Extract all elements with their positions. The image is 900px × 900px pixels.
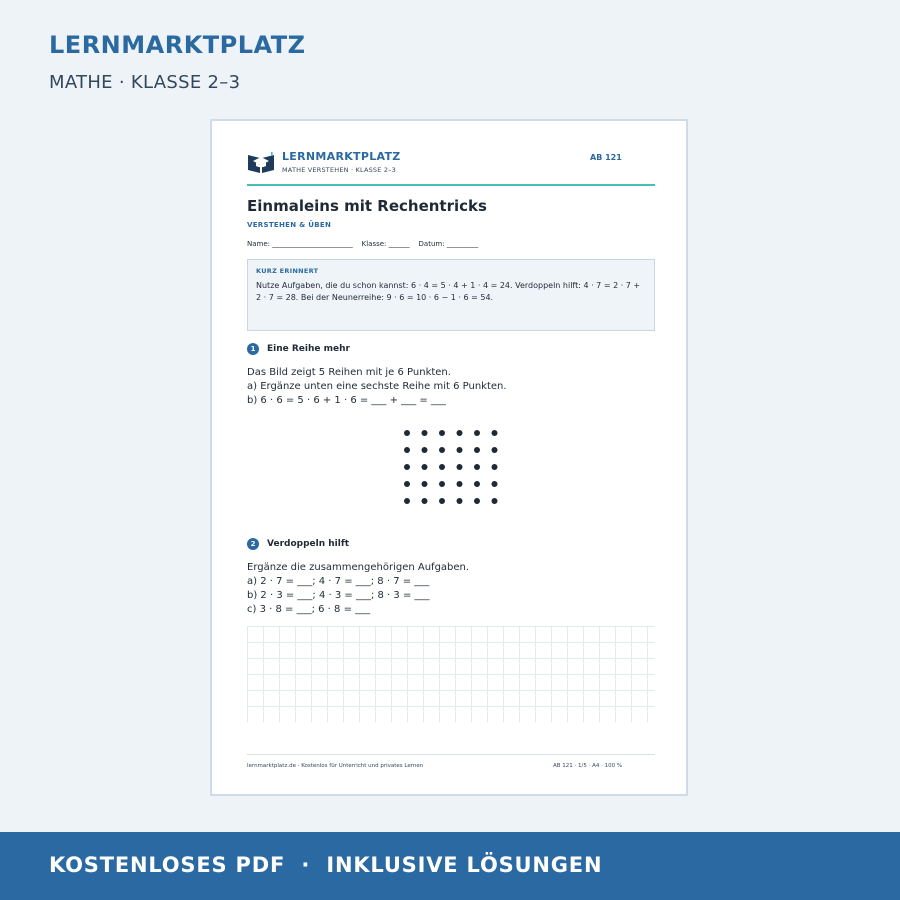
header-divider bbox=[247, 184, 655, 186]
dot bbox=[404, 498, 410, 504]
worksheet-brand: LERNMARKTPLATZ bbox=[282, 150, 401, 163]
dot bbox=[474, 481, 480, 487]
dot bbox=[457, 481, 463, 487]
dot bbox=[439, 481, 445, 487]
dot bbox=[492, 481, 498, 487]
dot bbox=[439, 447, 445, 453]
dot bbox=[492, 498, 498, 504]
task-2-title: Verdoppeln hilft bbox=[267, 539, 350, 549]
store-brand-title: LERNMARKTPLATZ bbox=[49, 31, 306, 59]
answer-grid bbox=[247, 626, 655, 722]
task-2-body bbox=[247, 561, 469, 617]
dot bbox=[404, 481, 410, 487]
worksheet-title: Einmaleins mit Rechentricks bbox=[247, 197, 487, 215]
dot bbox=[439, 498, 445, 504]
dot bbox=[422, 464, 428, 470]
task-1-line: b) 6 · 6 = 5 · 6 + 1 · 6 = ___ + ___ = ___ bbox=[247, 395, 446, 406]
task-2-line: b) 2 · 3 = ___; 4 · 3 = ___; 8 · 3 = ___ bbox=[247, 590, 430, 601]
bottom-banner bbox=[0, 832, 900, 900]
task-2-line: Ergänze die zusammengehörigen Aufgaben. bbox=[247, 562, 470, 573]
name-class-date-line: Name: _______________________ Klasse: ______ Datum: _________ bbox=[247, 240, 479, 248]
dot bbox=[422, 481, 428, 487]
dot bbox=[404, 430, 410, 436]
footer-divider bbox=[247, 754, 655, 755]
dot bbox=[457, 498, 463, 504]
task-2-number-badge: 2 bbox=[247, 538, 259, 550]
dot bbox=[457, 447, 463, 453]
dot bbox=[422, 498, 428, 504]
footer-website: lernmarktplatz.de · Kostenlos für Unterricht und privates Lernen bbox=[247, 763, 424, 769]
task-2-header bbox=[247, 538, 349, 550]
dot bbox=[457, 430, 463, 436]
worksheet-preview[interactable] bbox=[210, 119, 688, 796]
store-brand-subtitle: MATHE · KLASSE 2–3 bbox=[49, 72, 241, 93]
reminder-text: Nutze Aufgaben, die du schon kannst: 6 · 4 = 5 · 4 + 1 · 4 = 24. Verdoppeln hilft: 4 · 7 = 2 · 7 + 2 · 7 = 28. Bei der Neunerreihe: 9 · 6 = 10 · 6 − 1 · 6 = 54. bbox=[256, 281, 641, 302]
dot bbox=[492, 464, 498, 470]
task-1-title: Eine Reihe mehr bbox=[267, 344, 350, 354]
dot bbox=[422, 447, 428, 453]
graduation-book-icon bbox=[247, 152, 275, 174]
task-2-line: c) 3 · 8 = ___; 6 · 8 = ___ bbox=[247, 604, 371, 615]
task-2-line: a) 2 · 7 = ___; 4 · 7 = ___; 8 · 7 = ___ bbox=[247, 576, 430, 587]
footer-page-info: AB 121 · 1/5 · A4 · 100 % bbox=[553, 763, 623, 769]
dot bbox=[474, 447, 480, 453]
worksheet-tagline: VERSTEHEN & ÜBEN bbox=[247, 221, 332, 229]
dot bbox=[439, 464, 445, 470]
dot bbox=[457, 464, 463, 470]
dot bbox=[474, 498, 480, 504]
worksheet-code: AB 121 bbox=[590, 153, 622, 162]
dot-array bbox=[402, 427, 502, 507]
dot bbox=[404, 447, 410, 453]
dot bbox=[492, 430, 498, 436]
task-1-number-badge: 1 bbox=[247, 343, 259, 355]
dot bbox=[422, 430, 428, 436]
worksheet-brand-subtitle: MATHE VERSTEHEN · KLASSE 2–3 bbox=[282, 166, 396, 174]
banner-text: KOSTENLOSES PDF · INKLUSIVE LÖSUNGEN bbox=[49, 853, 603, 877]
dot bbox=[439, 430, 445, 436]
dot bbox=[492, 447, 498, 453]
reminder-box bbox=[247, 259, 655, 331]
task-1-line: Das Bild zeigt 5 Reihen mit je 6 Punkten. bbox=[247, 367, 451, 378]
reminder-heading: KURZ ERINNERT bbox=[256, 267, 319, 275]
dot bbox=[474, 464, 480, 470]
dot bbox=[474, 430, 480, 436]
dot bbox=[404, 464, 410, 470]
task-1-line: a) Ergänze unten eine sechste Reihe mit 6 Punkten. bbox=[247, 381, 507, 392]
task-1-body bbox=[247, 366, 507, 408]
task-1-header bbox=[247, 343, 350, 355]
